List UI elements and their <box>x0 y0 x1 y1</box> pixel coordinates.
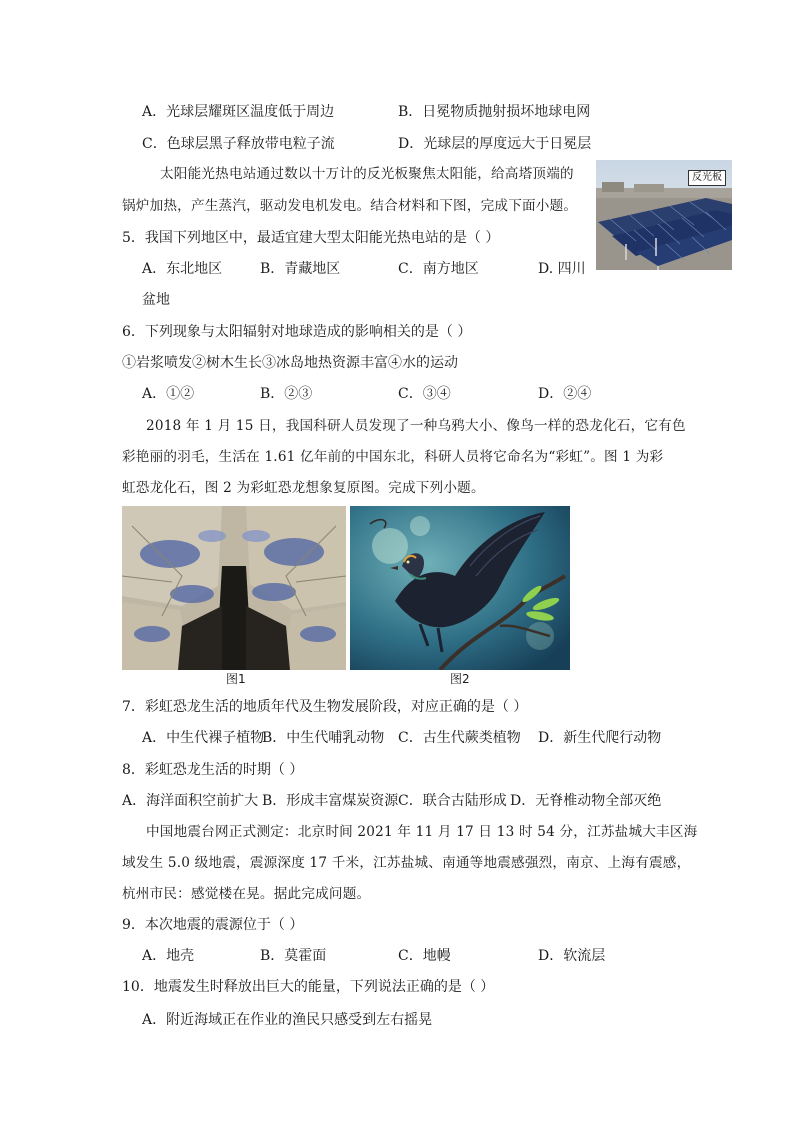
q5-option-d: D. 四川 <box>538 261 586 277</box>
q10-option-a: A．附近海域正在作业的渔民只感受到左右摇晃 <box>142 1012 433 1028</box>
figure2-caption: 图2 <box>450 672 470 686</box>
figure2-reconstruction-image <box>350 506 570 670</box>
q10-stem: 10．地震发生时释放出巨大的能量，下列说法正确的是（ ） <box>122 979 495 995</box>
q5-option-b: B．青藏地区 <box>260 261 341 277</box>
passage2-line2: 彩艳丽的羽毛，生活在 1.61 亿年前的中国东北，科研人员将它命名为“彩虹”。图 1 为彩 <box>122 449 664 465</box>
reflector-label: 反光板 <box>688 170 726 186</box>
q5-option-d-continued: 盆地 <box>142 292 170 308</box>
q9-option-a: A．地壳 <box>142 948 195 964</box>
figure1-fossil-image <box>122 506 346 670</box>
q5-option-c: C．南方地区 <box>398 261 479 277</box>
dinosaur-reconstruction-illustration <box>350 506 570 670</box>
q5-option-a: A．东北地区 <box>142 261 223 277</box>
q8-option-c: C．联合古陆形成 <box>398 793 507 809</box>
q8-option-b: B．形成丰富煤炭资源 <box>262 793 399 809</box>
q9-stem: 9．本次地震的震源位于（ ） <box>122 917 304 933</box>
fossil-illustration <box>122 506 346 670</box>
figure1-caption: 图1 <box>226 672 246 686</box>
q9-option-b: B．莫霍面 <box>260 948 327 964</box>
q6-option-a: A．①② <box>142 386 195 402</box>
passage3-line1: 中国地震台网正式测定：北京时间 2021 年 11 月 17 日 13 时 54 分，江苏盐城大丰区海 <box>146 824 698 840</box>
passage2-line1: 2018 年 1 月 15 日，我国科研人员发现了一种乌鸦大小、像鸟一样的恐龙化石，它有色 <box>146 418 686 434</box>
q9-option-d: D．软流层 <box>538 948 606 964</box>
passage2-line3: 虹恐龙化石，图 2 为彩虹恐龙想象复原图。完成下列小题。 <box>122 480 485 496</box>
q6-option-d: D．②④ <box>538 386 592 402</box>
passage1-line1: 太阳能光热电站通过数以十万计的反光板聚焦太阳能，给高塔顶端的 <box>160 166 574 182</box>
q8-option-a: A．海洋面积空前扩大 <box>122 793 259 809</box>
passage1-line2: 锅炉加热，产生蒸汽，驱动发电机发电。结合材料和下图，完成下面小题。 <box>122 198 578 214</box>
q4-option-a: A．光球层耀斑区温度低于周边 <box>142 104 335 120</box>
q6-stem: 6．下列现象与太阳辐射对地球造成的影响相关的是（ ） <box>122 324 472 340</box>
q7-option-d: D．新生代爬行动物 <box>538 730 662 746</box>
q7-option-a: A．中生代裸子植物 <box>142 730 265 746</box>
q6-items: ①岩浆喷发②树木生长③冰岛地热资源丰富④水的运动 <box>122 355 458 371</box>
q4-option-c: C．色球层黑子释放带电粒子流 <box>142 136 335 152</box>
solar-panel-photo <box>596 160 732 270</box>
q4-option-d: D．光球层的厚度远大于日冕层 <box>398 136 592 152</box>
q8-option-d: D．无脊椎动物全部灭绝 <box>510 793 662 809</box>
q7-option-c: C．古生代蕨类植物 <box>398 730 521 746</box>
passage3-line3: 杭州市民：感觉楼在晃。据此完成问题。 <box>122 886 371 902</box>
q7-option-b: B．中生代哺乳动物 <box>262 730 385 746</box>
passage3-line2: 域发生 5.0 级地震，震源深度 17 千米，江苏盐城、南通等地震感强烈，南京、上海有震感， <box>122 855 691 871</box>
q7-stem: 7．彩虹恐龙生活的地质年代及生物发展阶段，对应正确的是（ ） <box>122 699 528 715</box>
q9-option-c: C．地幔 <box>398 948 451 964</box>
q5-stem: 5．我国下列地区中，最适宜建大型太阳能光热电站的是（ ） <box>122 230 500 246</box>
q6-option-b: B．②③ <box>260 386 313 402</box>
q6-option-c: C．③④ <box>398 386 451 402</box>
q8-stem: 8．彩虹恐龙生活的时期（ ） <box>122 762 304 778</box>
q4-option-b: B．日冕物质抛射损坏地球电网 <box>398 104 591 120</box>
